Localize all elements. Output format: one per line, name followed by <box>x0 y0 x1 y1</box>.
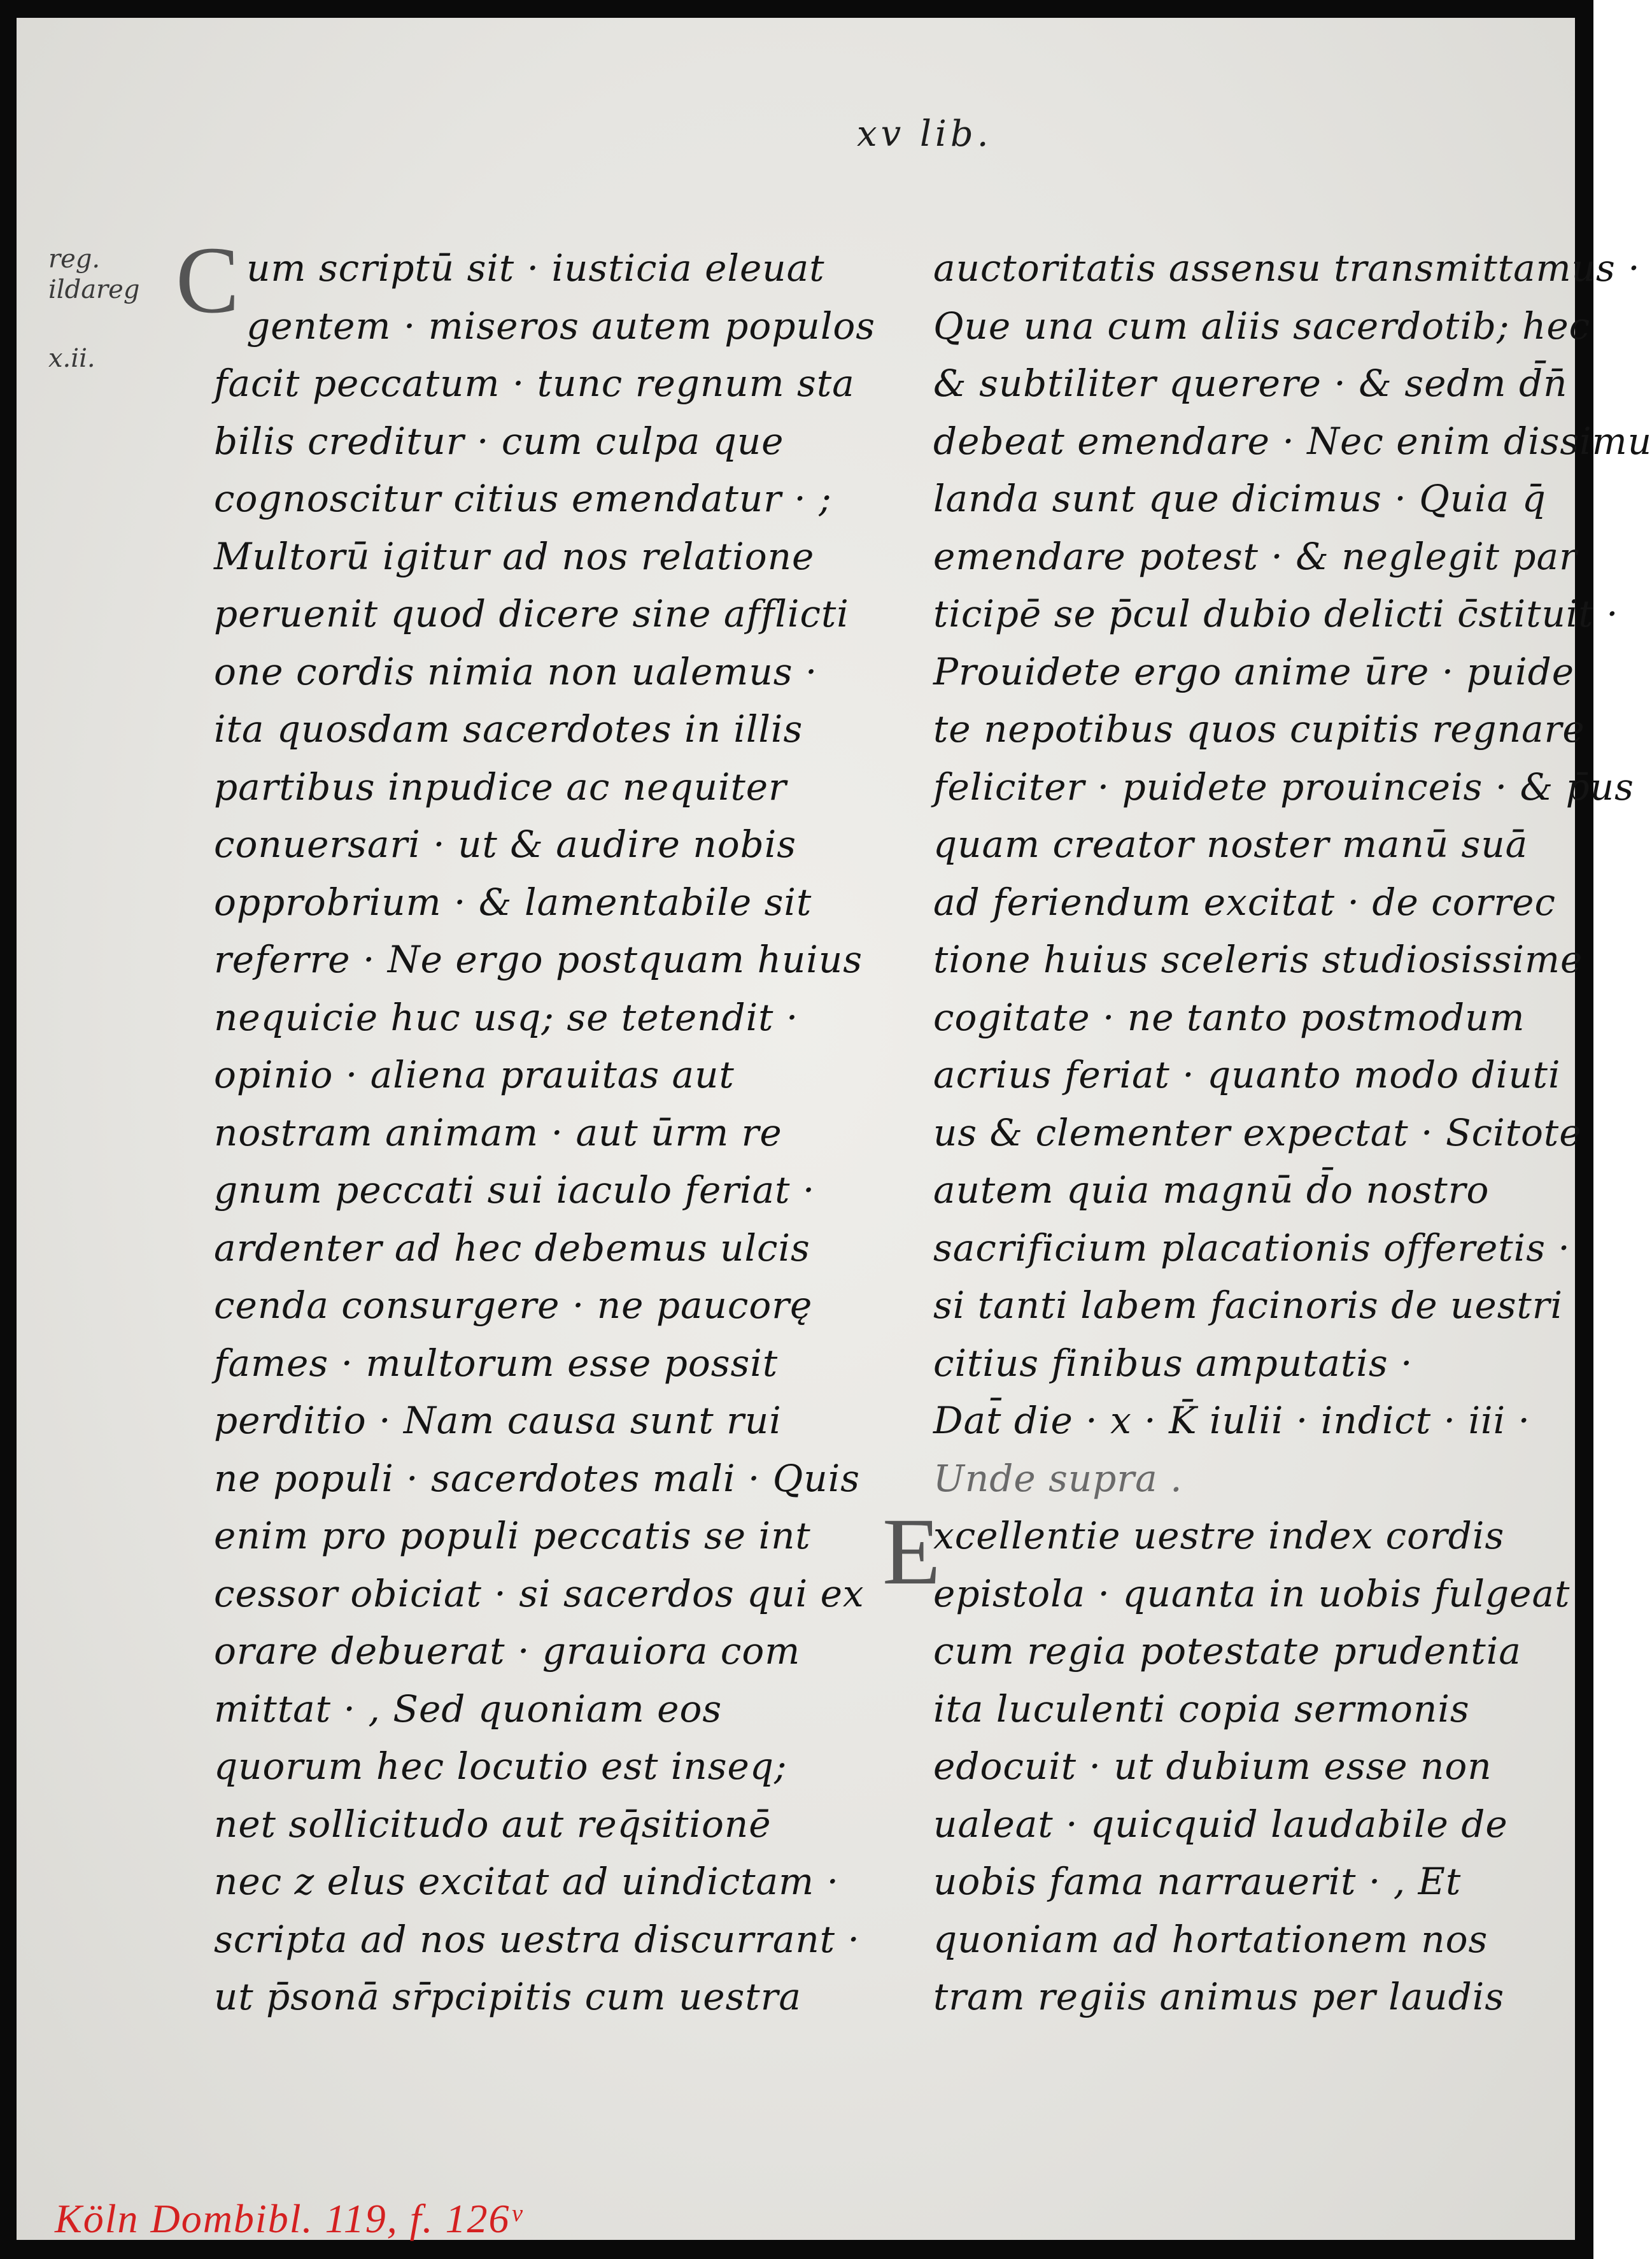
text-line: partibus inpudice ac nequiter <box>214 765 787 809</box>
margin-notes <box>48 244 139 374</box>
text-line: autem quia magnū d̄o nostro <box>933 1168 1490 1212</box>
text-line: one cordis nimia non ualemus · <box>214 649 818 693</box>
text-line: Multorū igitur ad nos relatione <box>214 534 815 578</box>
text-line: opinio · aliena prauitas aut <box>214 1053 735 1096</box>
text-line: epistola · quanta in uobis fulgeat <box>933 1571 1571 1615</box>
text-line: gnum peccati sui iaculo feriat · <box>214 1168 815 1212</box>
text-line: acrius feriat · quanto modo diuti <box>933 1053 1561 1096</box>
text-line: tram regiis animus per laudis <box>933 1975 1505 2018</box>
text-line: si tanti labem facinoris de uestri <box>933 1284 1564 1327</box>
text-line: ita luculenti copia sermonis <box>933 1687 1470 1731</box>
text-line: ualeat · quicquid laudabile de <box>933 1802 1508 1846</box>
text-line: scripta ad nos uestra discurrant · <box>214 1917 860 1961</box>
manuscript-page <box>17 18 1652 2241</box>
text-line: ardenter ad hec debemus ulcis <box>214 1226 810 1270</box>
text-line: us & clementer expectat · Scitote <box>933 1110 1582 1154</box>
left-column-lines <box>214 239 882 2026</box>
rubric-heading: Unde supra . <box>933 1456 1183 1500</box>
text-line: ut p̄sonā sr̄pcipitis cum uestra <box>214 1975 801 2018</box>
text-line: uobis fama narrauerit · , Et <box>933 1860 1462 1903</box>
text-line: cogitate · ne tanto postmodum <box>933 995 1525 1039</box>
text-line: um scriptū sit · iusticia eleuat <box>246 246 825 290</box>
text-line: perditio · Nam causa sunt rui <box>214 1399 782 1442</box>
text-line: enim pro populi peccatis se int <box>214 1514 811 1557</box>
text-line: cessor obiciat · si sacerdos qui ex <box>214 1571 865 1615</box>
text-line: citius finibus amputatis · <box>933 1341 1413 1385</box>
text-line: ticipē se p̄cul dubio delicti c̄stituit · <box>933 592 1619 635</box>
text-line: te nepotibus quos cupitis regnare <box>933 707 1585 751</box>
right-column-lines-top <box>933 239 1652 1450</box>
decorated-initial-c: C <box>176 227 241 333</box>
text-line: landa sunt que dicimus · Quia q̄ <box>933 477 1546 520</box>
text-line: sacrificium placationis offeretis · <box>933 1226 1571 1270</box>
text-line: bilis creditur · cum culpa que <box>214 419 784 463</box>
text-line: & subtiliter querere · & sedm d̄n̄ <box>933 362 1568 405</box>
text-line: auctoritatis assensu transmittamus · <box>933 246 1641 290</box>
shelfmark-annotation: Köln Dombibl. 119, f. 126ᵛ <box>55 2196 523 2241</box>
text-line: xcellentie uestre index cordis <box>933 1514 1505 1557</box>
text-line: ad feriendum excitat · de correc <box>933 880 1556 924</box>
text-line: debeat emendare · Nec enim dissimu <box>933 419 1652 463</box>
decorated-initial-e: E <box>882 1499 942 1604</box>
text-line: orare debuerat · grauiora com <box>214 1629 801 1673</box>
text-line: cognoscitur citius emendatur · ; <box>214 477 832 520</box>
text-line: facit peccatum · tunc regnum sta <box>214 362 855 405</box>
text-line: opprobrium · & lamentabile sit <box>214 880 812 924</box>
text-line: ne populi · sacerdotes mali · Quis <box>214 1456 861 1500</box>
text-line: net sollicitudo aut req̄sitionē <box>214 1802 772 1846</box>
margin-note: ildareg <box>48 275 140 304</box>
text-line: quoniam ad hortationem nos <box>933 1917 1488 1961</box>
text-line: quorum hec locutio est inseq; <box>214 1745 787 1788</box>
text-line: tione huius sceleris studiosissime <box>933 938 1583 981</box>
left-column <box>176 227 882 2026</box>
text-line: conuersari · ut & audire nobis <box>214 823 797 866</box>
text-line: Prouidete ergo anime ūre · puide <box>933 649 1575 693</box>
text-line: fames · multorum esse possit <box>214 1341 779 1385</box>
second-letter <box>882 1499 1602 2026</box>
text-line: feliciter · puidete prouinceis · & p̄us <box>933 765 1634 809</box>
text-line: nequicie huc usq; se tetendit · <box>214 995 799 1039</box>
folio-header: xv lib. <box>857 113 992 155</box>
text-line: Dat̄ die · x · K̄ iulii · indict · iii · <box>933 1399 1530 1442</box>
text-line: edocuit · ut dubium esse non <box>933 1745 1492 1788</box>
text-line: referre · Ne ergo postquam huius <box>214 938 863 981</box>
text-line: cum regia potestate prudentia <box>933 1629 1521 1673</box>
text-line: emendare potest · & neglegit par <box>933 534 1578 578</box>
right-column-lines-bottom <box>933 1507 1602 2026</box>
text-line: nostram animam · aut ūrm re <box>214 1110 782 1154</box>
text-line: Que una cum aliis sacerdotib; hec <box>933 304 1591 348</box>
margin-note: x.ii. <box>48 344 95 373</box>
text-line: mittat · , Sed quoniam eos <box>214 1687 723 1731</box>
text-line: gentem · miseros autem populos <box>246 304 876 348</box>
text-line: quam creator noster manū suā <box>933 823 1528 866</box>
text-line: peruenit quod dicere sine afflicti <box>214 592 849 635</box>
right-column <box>882 239 1652 2026</box>
margin-note: reg. <box>48 244 101 274</box>
text-line: cenda consurgere · ne paucorę <box>214 1284 813 1327</box>
text-line: ita quosdam sacerdotes in illis <box>214 707 803 751</box>
text-line: nec z elus excitat ad uindictam · <box>214 1860 840 1903</box>
